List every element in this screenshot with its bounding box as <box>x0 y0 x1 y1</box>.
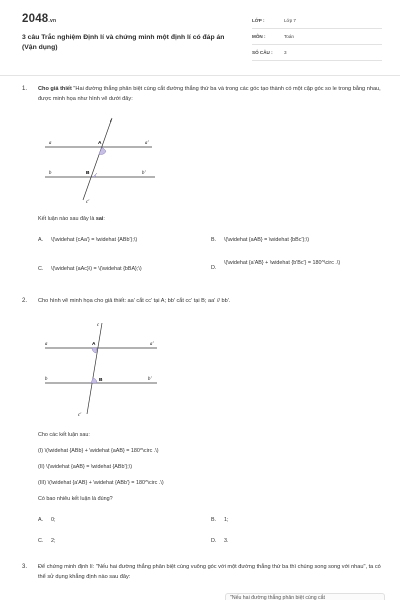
q2-angle-mark-a <box>92 348 97 353</box>
q1-line-c <box>83 118 112 200</box>
q2-lead: Cho các kết luận sau: <box>38 432 90 438</box>
q1-label-b: b <box>49 171 52 176</box>
q1-option-c[interactable] <box>38 265 203 273</box>
q1-number: 1. <box>22 86 28 92</box>
q3-number: 3. <box>22 564 28 570</box>
q1-option-c-letter: C. <box>38 266 44 272</box>
q1-option-b-text: \(\widehat {aAB} = \widehat {bBc'};\) <box>224 237 310 243</box>
q1-conclusion <box>38 216 105 222</box>
q1-option-d[interactable] <box>211 259 381 271</box>
q1-label-a-prime: a' <box>145 141 149 146</box>
q2-line-c <box>87 323 102 414</box>
q3-statement-text: "Nếu hai đường thẳng phân biệt cùng cắt <box>230 595 325 600</box>
q1-option-a-letter: A. <box>38 237 44 243</box>
q1-label-A: A <box>98 141 102 146</box>
q2-option-a[interactable] <box>38 516 56 524</box>
q1-label-c-prime: c' <box>86 200 90 205</box>
logo-text: 2048 <box>22 13 49 25</box>
q1-label-b-prime: b' <box>142 171 146 176</box>
q2-question: Có bao nhiêu kết luận là đúng? <box>38 496 113 502</box>
q2-label-B: B <box>99 378 103 383</box>
q1-label-B: B <box>86 171 90 176</box>
q1-option-a-text: \(\widehat {cAa'} = \widehat {ABb'};\) <box>51 237 138 243</box>
q1-label-c: c <box>110 119 113 124</box>
q2-statement-3: (III) \(\widehat {a'AB} + \widehat {ABb'} = 180^\circ .\) <box>38 480 164 486</box>
q3-statement-box <box>225 593 385 600</box>
q2-statement-1: (I) \(\widehat {ABb} + \widehat {aAB} = 180^\circ .\) <box>38 448 159 454</box>
q1-conclusion-bold: sai <box>95 216 104 222</box>
meta-row-class <box>252 15 382 29</box>
q2-option-c[interactable] <box>38 537 56 545</box>
q2-label-a: a <box>45 342 48 347</box>
q2-option-d-letter: D. <box>211 538 217 544</box>
document-header <box>0 0 400 72</box>
q2-option-c-letter: C. <box>38 538 44 544</box>
document-title: 3 câu Trắc nghiệm Định lí và chứng minh một định lí có đáp án (Vận dụng) <box>22 34 225 51</box>
q1-option-a[interactable] <box>38 236 203 244</box>
q1-option-d-text: \(\widehat {a'AB} + \widehat {b'Bc'} = 180^\circ .\) <box>224 260 341 266</box>
q2-option-c-text: 2; <box>51 538 56 544</box>
meta-label-subject: MÔN : <box>252 34 266 39</box>
q1-option-b-letter: B. <box>211 237 217 243</box>
q1-text-lead: Cho giả thiết <box>38 86 72 92</box>
meta-label-class: LỚP : <box>252 18 265 23</box>
meta-value-count: 3 <box>284 50 287 55</box>
q2-label-c: c <box>97 323 100 328</box>
q2-option-b-letter: B. <box>211 517 217 523</box>
logo-suffix: .vn <box>48 18 57 24</box>
meta-value-subject: Toán <box>284 34 294 39</box>
q2-option-d-text: 3. <box>224 538 229 544</box>
q2-figure <box>40 318 165 418</box>
meta-row-subject <box>252 31 382 45</box>
q2-label-a-prime: a' <box>150 342 154 347</box>
q1-text-rest: "Hai đường thẳng phân biệt cùng cắt đường thẳng thứ ba và trong các góc tạo thành có một cặp góc so le trong bằng nhau, được minh họa như hình vẽ dưới đây: <box>38 86 381 102</box>
q1-conclusion-end: : <box>103 216 105 222</box>
q2-label-b-prime: b' <box>148 377 152 382</box>
q2-number: 2. <box>22 298 28 304</box>
q1-text <box>38 84 383 104</box>
q2-option-a-text: 0; <box>51 517 56 523</box>
document-meta <box>252 15 382 63</box>
q1-label-a: a <box>49 141 52 146</box>
q2-text: Cho hình vẽ minh họa cho giả thiết: aa' cắt cc' tại A; bb' cắt cc' tại B; aa' // bb'. <box>38 298 231 304</box>
q1-option-d-letter: D. <box>211 265 217 271</box>
q2-statement-2: (II) \(\widehat {aAB} = \widehat {ABb'};\) <box>38 464 133 470</box>
q2-option-b-text: 1; <box>224 517 229 523</box>
meta-row-count <box>252 47 382 61</box>
q2-label-A: A <box>92 342 96 347</box>
q2-label-c-prime: c' <box>78 413 82 418</box>
q2-option-a-letter: A. <box>38 517 44 523</box>
meta-value-class: Lớp 7 <box>284 18 296 23</box>
q2-angle-mark-b <box>91 378 97 383</box>
header-divider <box>0 75 400 76</box>
q1-option-c-text: \(\widehat {aAc}\) = \(\widehat {bBA};\) <box>51 266 142 272</box>
q1-angle-mark-b <box>93 173 97 177</box>
meta-label-count: SỐ CÂU : <box>252 50 273 55</box>
site-logo[interactable] <box>22 13 56 25</box>
q1-conclusion-lead: Kết luận nào sau đây là <box>38 216 96 222</box>
q1-figure <box>40 113 165 205</box>
q2-option-b[interactable] <box>211 516 229 524</box>
q2-option-d[interactable] <box>211 537 229 545</box>
q3-text: Để chứng minh định lí: "Nếu hai đường thẳng phân biệt cùng vuông góc với một đường thẳng thứ ba thì chúng song song với nhau", ta có thể sử dụng khẳng định nào sau đây: <box>38 564 381 580</box>
q1-option-b[interactable] <box>211 236 381 244</box>
q2-label-b: b <box>45 377 48 382</box>
